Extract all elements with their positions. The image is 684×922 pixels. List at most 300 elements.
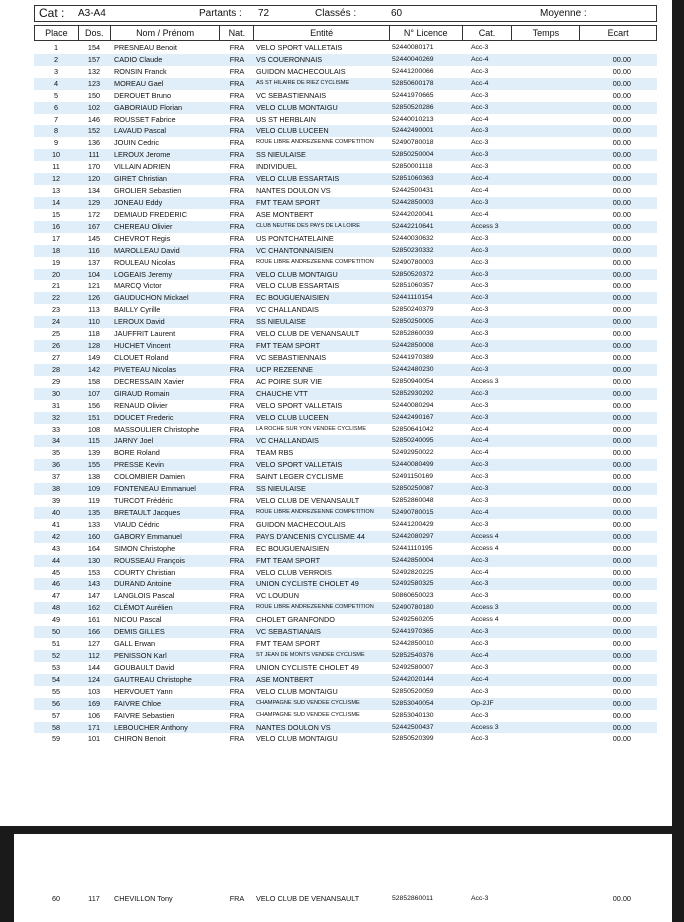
cell-nom: GAUTREAU Christophe — [114, 674, 192, 684]
cell-place: 45 — [51, 567, 61, 577]
cell-cat: Access 4 — [471, 544, 499, 552]
cell-temps — [513, 42, 581, 54]
cell-temps — [513, 233, 581, 245]
cell-temps — [513, 185, 581, 197]
cell-place: 27 — [51, 352, 61, 362]
col-temps: Temps — [512, 26, 580, 40]
cell-nat: FRA — [229, 484, 245, 494]
cell-nom: BRETAULT Jacques — [114, 507, 181, 517]
cell-nat: FRA — [229, 54, 245, 64]
cell-dossard: 155 — [87, 460, 101, 470]
cell-nom: GIRAUD Romain — [114, 388, 170, 398]
cell-cat: Acc-3 — [471, 640, 489, 648]
cell-place: 48 — [51, 603, 61, 613]
table-row — [34, 292, 657, 304]
cell-nom: GAUDUCHON Mickael — [114, 293, 189, 303]
cell-nom: PIVETEAU Nicolas — [114, 364, 177, 374]
cell-licence: 52441970665 — [392, 91, 434, 99]
cell-dossard: 149 — [87, 352, 101, 362]
cell-temps — [513, 125, 581, 137]
cell-cat: Acc-4 — [471, 508, 489, 516]
cell-cat: Acc-3 — [471, 413, 489, 421]
cell-temps — [513, 197, 581, 209]
cell-licence: 52440080499 — [392, 461, 434, 469]
table-row — [34, 424, 657, 436]
cell-licence: 52850001118 — [392, 163, 433, 171]
cell-temps — [513, 555, 581, 567]
left-margin-bar — [0, 0, 12, 826]
cell-licence: 52492950022 — [392, 449, 434, 457]
cell-place: 32 — [51, 412, 61, 422]
cell-cat: Acc-3 — [471, 318, 489, 326]
cell-temps — [513, 590, 581, 602]
cell-temps — [513, 90, 581, 102]
cell-licence: 52850520286 — [392, 103, 434, 111]
cell-dossard: 128 — [87, 341, 101, 351]
cell-nat: FRA — [229, 114, 245, 124]
cell-dossard: 171 — [87, 722, 101, 732]
table-row — [34, 567, 657, 579]
cell-temps — [513, 893, 581, 905]
table-row — [34, 221, 657, 233]
cell-entite: FMT TEAM SPORT — [256, 341, 321, 351]
moyenne-label: Moyenne : — [540, 8, 587, 19]
cell-nat: FRA — [229, 507, 245, 517]
cell-temps — [513, 495, 581, 507]
table-row — [34, 197, 657, 209]
cell-nom: CHIRON Benoit — [114, 734, 166, 744]
cell-nat: FRA — [229, 281, 245, 291]
cell-place: 17 — [51, 233, 61, 243]
cell-ecart: 00.00 — [612, 78, 631, 88]
cell-entite: US PONTCHATELAINE — [256, 233, 334, 243]
cell-nom: DECRESSAIN Xavier — [114, 376, 185, 386]
cell-place: 1 — [53, 43, 59, 52]
cell-cat: Acc-3 — [471, 44, 489, 51]
cell-dossard: 127 — [87, 639, 101, 649]
cell-dossard: 164 — [87, 543, 101, 553]
cell-ecart: 00.00 — [612, 293, 631, 303]
cell-dossard: 167 — [87, 221, 101, 231]
cell-temps — [513, 400, 581, 412]
cell-entite: SS NIEULAISE — [256, 150, 306, 160]
cell-ecart: 00.00 — [612, 174, 631, 184]
cell-place: 5 — [53, 90, 59, 100]
cell-nom: LAVAUD Pascal — [114, 126, 167, 136]
cell-cat: Acc-4 — [471, 437, 489, 445]
cell-cat: Acc-3 — [471, 497, 489, 505]
cell-ecart: 00.00 — [612, 186, 631, 196]
cell-entite: VC SEBASTIANAIS — [256, 627, 321, 637]
cell-dossard: 119 — [88, 496, 100, 506]
table-row — [34, 435, 657, 447]
table-row — [34, 352, 657, 364]
cell-dossard: 144 — [87, 662, 101, 672]
cell-nat: FRA — [229, 460, 245, 470]
cell-nat: FRA — [229, 186, 245, 196]
cell-temps — [513, 280, 581, 292]
cell-cat: Acc-4 — [471, 425, 489, 433]
table-row — [34, 340, 657, 352]
page-separator — [0, 826, 684, 834]
cell-entite: SS NIEULAISE — [256, 317, 306, 327]
cell-cat: Acc-4 — [471, 568, 489, 576]
cell-temps — [513, 66, 581, 78]
cell-licence: 52851060363 — [392, 175, 434, 183]
table-row — [34, 590, 657, 602]
cell-temps — [513, 173, 581, 185]
cell-nat: FRA — [229, 472, 245, 482]
cell-nom: MOREAU Gael — [114, 78, 164, 88]
cell-dossard: 129 — [87, 197, 101, 207]
cell-nom: PRESSE Kevin — [114, 460, 164, 470]
cell-cat: Acc-3 — [471, 401, 489, 409]
cell-ecart: 00.00 — [612, 102, 631, 112]
cell-entite: VELO CLUB MONTAIGU — [256, 102, 338, 112]
cell-nom: DURAND Antoine — [114, 579, 172, 589]
cell-dossard: 172 — [87, 209, 101, 219]
cell-temps — [513, 388, 581, 400]
cell-temps — [513, 352, 581, 364]
cell-nat: FRA — [229, 639, 245, 649]
cell-nat: FRA — [229, 257, 245, 267]
cell-licence: 52852540376 — [392, 652, 434, 660]
cell-nat: FRA — [229, 317, 245, 327]
cell-nom: LEBOUCHER Anthony — [114, 722, 188, 732]
cell-nom: COURTY Christian — [114, 567, 176, 577]
cell-licence: 52850520372 — [392, 270, 434, 278]
cell-nat: FRA — [229, 651, 245, 661]
cell-entite: VELO CLUB VERROIS — [256, 567, 332, 577]
cell-licence: 52440010213 — [392, 115, 434, 123]
cell-nom: FONTENEAU Emmanuel — [114, 484, 196, 494]
cell-nat: FRA — [229, 412, 245, 422]
cell-place: 2 — [53, 54, 59, 64]
cell-cat: Acc-3 — [471, 485, 489, 493]
cell-ecart: 00.00 — [612, 245, 631, 255]
cell-licence: 52442500437 — [392, 723, 434, 731]
cell-nom: ROUSSET Fabrice — [114, 114, 176, 124]
cell-temps — [513, 578, 581, 590]
cell-place: 43 — [51, 543, 61, 553]
results-page-2 — [0, 834, 684, 922]
cell-temps — [513, 733, 581, 745]
cell-ecart: 00.00 — [612, 627, 631, 637]
cell-nom: DOUCET Frederic — [114, 412, 174, 422]
cell-place: 19 — [51, 257, 61, 267]
cell-nom: GALL Erwan — [114, 639, 156, 649]
cell-ecart: 00.00 — [612, 150, 631, 160]
cell-temps — [513, 221, 581, 233]
cell-licence: 52442490167 — [392, 413, 434, 421]
cell-nom: MASSOULIER Christophe — [114, 424, 200, 434]
cell-nat: FRA — [229, 555, 245, 565]
cell-ecart: 00.00 — [612, 54, 631, 64]
cell-nom: CLOUET Roland — [114, 352, 169, 362]
cell-cat: Acc-4 — [471, 652, 489, 660]
partants-value: 72 — [258, 8, 270, 19]
cell-licence: 52850250087 — [392, 485, 434, 493]
cell-temps — [513, 304, 581, 316]
cell-ecart: 00.00 — [612, 734, 631, 744]
cell-place: 47 — [51, 591, 61, 601]
table-row — [34, 102, 657, 114]
cell-entite: SS NIEULAISE — [256, 484, 306, 494]
cell-licence: 52492580007 — [392, 663, 434, 671]
cell-nom: VILLAIN ADRIEN — [114, 162, 171, 172]
cell-dossard: 145 — [87, 233, 101, 243]
cell-licence: 52441110195 — [392, 544, 433, 552]
cell-dossard: 133 — [87, 519, 101, 529]
col-ecart: Ecart — [607, 28, 629, 38]
table-row — [34, 614, 657, 626]
cell-cat: Acc-3 — [471, 270, 489, 278]
table-row — [34, 483, 657, 495]
cell-cat: Acc-3 — [471, 127, 489, 135]
cell-nat: FRA — [229, 221, 245, 231]
cell-place: 20 — [51, 269, 61, 279]
table-row — [34, 519, 657, 531]
classes-label: Classés : — [315, 8, 357, 19]
cell-nat: FRA — [229, 674, 245, 684]
table-row — [34, 686, 657, 698]
table-row — [34, 602, 657, 614]
cell-temps — [513, 257, 581, 269]
cell-entite: AC POIRE SUR VIE — [256, 376, 323, 386]
cell-dossard: 115 — [88, 436, 100, 446]
cell-ecart: 00.00 — [612, 341, 631, 351]
cell-entite: ROUE LIBRE ANDREZEENNE COMPETITION — [256, 139, 374, 146]
cell-entite: VELO SPORT VALLETAIS — [256, 460, 343, 470]
cell-place: 53 — [51, 662, 61, 672]
cell-nat: FRA — [229, 615, 245, 625]
cell-licence: 52490780018 — [392, 139, 434, 147]
cell-licence: 52440080171 — [392, 44, 434, 51]
cell-entite: UNION CYCLISTE CHOLET 49 — [256, 579, 359, 589]
cell-place: 54 — [51, 674, 61, 684]
table-row — [34, 173, 657, 185]
cell-nom: COLOMBIER Damien — [114, 472, 185, 482]
cell-ecart: 00.00 — [612, 894, 631, 903]
cell-nom: FAIVRE Chloe — [114, 698, 162, 708]
table-row — [34, 626, 657, 638]
cell-entite: TEAM RBS — [256, 448, 294, 458]
cell-dossard: 157 — [87, 54, 101, 64]
cell-nat: FRA — [229, 150, 245, 160]
cell-ecart: 00.00 — [612, 329, 631, 339]
cell-temps — [513, 292, 581, 304]
cell-cat: Acc-3 — [471, 461, 489, 469]
cell-ecart: 00.00 — [612, 639, 631, 649]
cell-ecart: 00.00 — [612, 507, 631, 517]
cell-place: 49 — [51, 615, 61, 625]
cell-licence: 52850240095 — [392, 437, 434, 445]
cat-label: Cat : — [39, 6, 65, 20]
cell-ecart: 00.00 — [612, 138, 631, 148]
cell-entite: VC CHALLANDAIS — [256, 305, 319, 315]
cell-place: 46 — [51, 579, 61, 589]
cell-dossard: 162 — [87, 603, 101, 613]
cell-entite: ROUE LIBRE ANDREZEENNE COMPETITION — [256, 258, 374, 265]
cell-dossard: 106 — [87, 710, 101, 720]
cell-entite: CHAUCHE VTT — [256, 388, 308, 398]
cell-dossard: 139 — [87, 448, 101, 458]
table-row — [34, 543, 657, 555]
cell-ecart: 00.00 — [612, 66, 631, 76]
cell-entite: CLUB NEUTRE DES PAYS DE LA LOIRE — [256, 222, 360, 229]
cell-place: 21 — [51, 281, 61, 291]
cell-entite: PAYS D'ANCENIS CYCLISME 44 — [256, 531, 365, 541]
left-dark-edge — [0, 826, 14, 922]
cell-nat: FRA — [229, 400, 245, 410]
cell-place: 42 — [51, 531, 61, 541]
cell-nat: FRA — [229, 603, 245, 613]
cell-cat: Acc-3 — [471, 163, 489, 171]
cell-cat: Acc-3 — [471, 246, 489, 254]
cell-place: 23 — [51, 305, 61, 315]
cell-entite: ROUE LIBRE ANDREZEENNE COMPETITION — [256, 508, 374, 515]
cell-entite: ROUE LIBRE ANDREZEENNE COMPETITION — [256, 604, 374, 611]
cell-nom: RENAUD Olivier — [114, 400, 168, 410]
cell-nat: FRA — [229, 686, 245, 696]
cell-cat: Acc-3 — [471, 628, 489, 636]
table-row — [34, 555, 657, 567]
cell-place: 12 — [51, 174, 61, 184]
cell-dossard: 166 — [87, 627, 101, 637]
cell-nom: PENISSON Karl — [114, 651, 167, 661]
cell-nat: FRA — [229, 710, 245, 720]
cell-cat: Acc-3 — [471, 282, 489, 290]
cell-licence: 52442850008 — [392, 342, 434, 350]
cell-cat: Access 4 — [471, 616, 499, 624]
cell-nom: CADIO Claude — [114, 54, 163, 64]
cell-ecart — [581, 42, 657, 54]
cell-nat: FRA — [229, 209, 245, 219]
cell-nom: CHEREAU Olivier — [114, 221, 173, 231]
cell-nom: DEMIAUD FREDERIC — [114, 209, 187, 219]
cell-ecart: 00.00 — [612, 352, 631, 362]
cell-entite: UCP REZEENNE — [256, 364, 314, 374]
cell-dossard: 120 — [87, 174, 101, 184]
cell-nat: FRA — [229, 138, 245, 148]
cell-nat: FRA — [229, 197, 245, 207]
cell-licence: 52850250005 — [392, 318, 434, 326]
cell-licence: 52491150169 — [392, 473, 434, 481]
table-row — [34, 733, 657, 745]
cell-dossard: 132 — [87, 66, 101, 76]
cell-nat: FRA — [229, 567, 245, 577]
table-row — [34, 304, 657, 316]
cell-place: 40 — [51, 507, 61, 517]
cell-nom: DEMIS GILLES — [114, 627, 165, 637]
cell-licence: 52490780180 — [392, 604, 434, 612]
cell-ecart: 00.00 — [612, 305, 631, 315]
cell-licence: 52850641042 — [392, 425, 434, 433]
table-row — [34, 78, 657, 90]
cell-ecart: 00.00 — [612, 460, 631, 470]
cell-temps — [513, 424, 581, 436]
cell-nat: FRA — [229, 579, 245, 589]
table-row — [34, 722, 657, 734]
cell-place: 34 — [51, 436, 61, 446]
cell-dossard: 134 — [87, 186, 101, 196]
cell-dossard: 142 — [87, 364, 101, 374]
cell-dossard: 107 — [87, 388, 101, 398]
cat-value: A3-A4 — [78, 8, 106, 19]
cell-nom: JARNY Joel — [114, 436, 154, 446]
cell-ecart: 00.00 — [612, 555, 631, 565]
cell-ecart: 00.00 — [612, 257, 631, 267]
cell-nat: FRA — [229, 90, 245, 100]
cell-place: 56 — [51, 698, 61, 708]
cell-temps — [513, 662, 581, 674]
cell-temps — [513, 710, 581, 722]
cell-entite: VELO CLUB MONTAIGU — [256, 734, 338, 744]
cell-nom: GIRET Christian — [114, 174, 167, 184]
cell-nom: LOGEAIS Jeremy — [114, 269, 172, 279]
table-row — [34, 328, 657, 340]
results-table-page2 — [34, 893, 657, 905]
cell-dossard: 126 — [87, 293, 101, 303]
cell-entite: VELO CLUB DE VENANSAULT — [256, 496, 360, 506]
table-row — [34, 459, 657, 471]
cell-dossard: 103 — [87, 686, 101, 696]
cell-nat: FRA — [229, 329, 245, 339]
cell-licence: 52850940054 — [392, 377, 434, 385]
cell-nat: FRA — [229, 424, 245, 434]
cell-temps — [513, 459, 581, 471]
table-row — [34, 114, 657, 126]
cell-entite: INDIVIDUEL — [256, 162, 297, 172]
cell-entite: VELO SPORT VALLETAIS — [256, 43, 343, 52]
cell-nom: LEROUX David — [114, 317, 165, 327]
cell-licence: 52442500431 — [392, 187, 434, 195]
table-row — [34, 245, 657, 257]
classes-value: 60 — [391, 8, 403, 19]
cell-cat: Acc-3 — [471, 353, 489, 361]
cell-nom: RONSIN Franck — [114, 66, 167, 76]
cell-entite: VC SEBASTIENNAIS — [256, 90, 327, 100]
cell-place: 22 — [51, 293, 61, 303]
cell-temps — [513, 245, 581, 257]
cell-place: 30 — [51, 388, 61, 398]
cell-temps — [513, 54, 581, 66]
race-header — [34, 5, 657, 22]
cell-cat: Acc-3 — [471, 258, 489, 266]
cell-nat: FRA — [229, 627, 245, 637]
table-row — [34, 650, 657, 662]
col-place: Place — [35, 26, 79, 40]
cell-licence: 50860650023 — [392, 592, 434, 600]
cell-entite: FMT TEAM SPORT — [256, 639, 321, 649]
cell-place: 25 — [51, 329, 61, 339]
col-nom: Nom / Prénom — [111, 26, 221, 40]
cell-licence: 52441200066 — [392, 67, 434, 75]
cell-ecart: 00.00 — [612, 567, 631, 577]
cell-entite: NANTES DOULON VS — [256, 186, 331, 196]
table-row — [34, 233, 657, 245]
cell-cat: Acc-3 — [471, 735, 489, 743]
cell-place: 14 — [51, 197, 61, 207]
cell-nom: CHEVILLON Tony — [114, 894, 173, 903]
cell-cat: Access 3 — [471, 377, 499, 385]
cell-licence: 52440080294 — [392, 401, 434, 409]
cell-place: 33 — [51, 424, 61, 434]
cell-licence: 52850600178 — [392, 79, 434, 87]
cell-entite: VELO CLUB ESSARTAIS — [256, 281, 340, 291]
cell-licence: 52850250004 — [392, 151, 434, 159]
cell-entite: VELO CLUB DE VENANSAULT — [256, 894, 360, 903]
